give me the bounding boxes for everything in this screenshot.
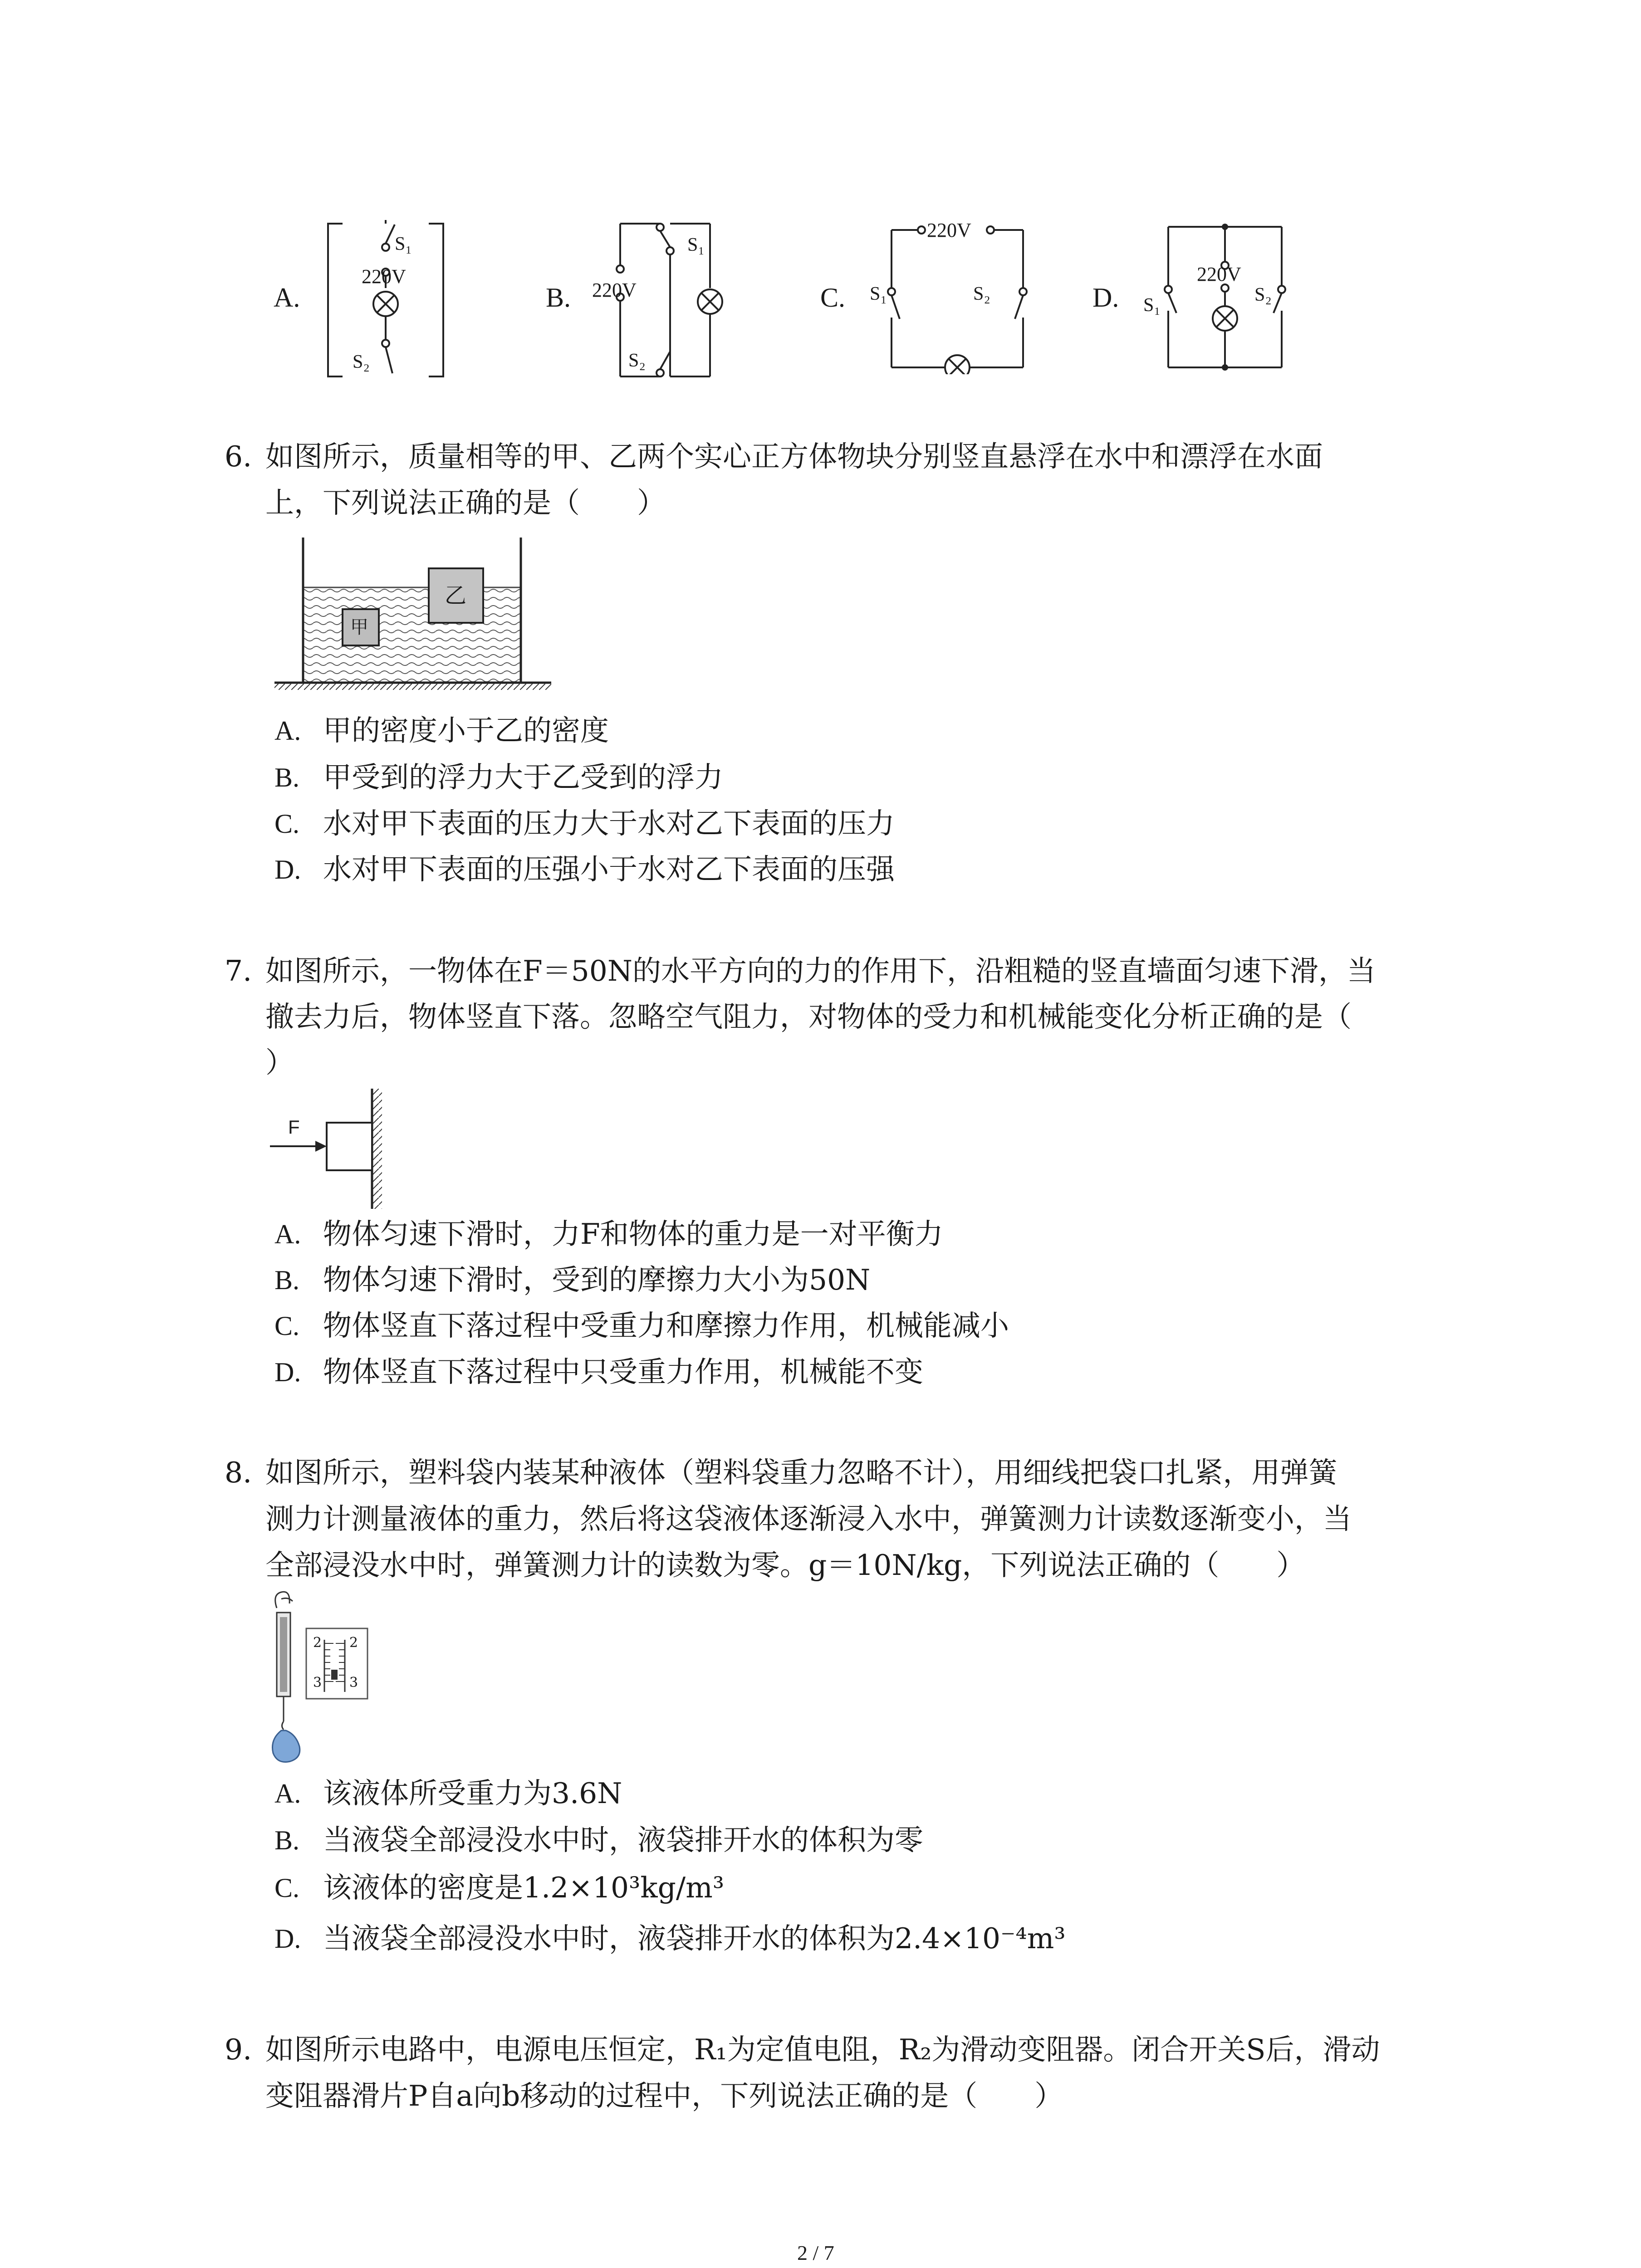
- q7-option-c-text: 物体竖直下落过程中受重力和摩擦力作用，机械能减小: [323, 1309, 1009, 1342]
- q5-a-220v-label: 220V: [362, 265, 406, 288]
- q8-stem-line1: 如图所示，塑料袋内装某种液体（塑料袋重力忽略不计），用细线把袋口扎紧，用弹簧: [265, 1456, 1337, 1489]
- q5-option-c-circuit: [870, 219, 1032, 374]
- q8-option-b-text: 当液袋全部浸没水中时，液袋排开水的体积为零: [323, 1823, 923, 1857]
- q8-option-c-letter: C.: [274, 1873, 300, 1903]
- q5-a-s2-label: S₂: [353, 352, 370, 372]
- q6-block-yi-label: 乙: [445, 583, 467, 608]
- q7-stem-line2: 撤去力后，物体竖直下落。忽略空气阻力，对物体的受力和机械能变化分析正确的是（: [265, 1000, 1352, 1033]
- q8-figure-spring-scale: [268, 1590, 377, 1767]
- q7-option-b-text: 物体匀速下滑时，受到的摩擦力大小为50N: [323, 1263, 871, 1296]
- q5-a-s1-label: S₁: [395, 234, 412, 254]
- q7-option-a-text: 物体匀速下滑时，力F和物体的重力是一对平衡力: [323, 1217, 943, 1251]
- q6-figure-water-tank: [272, 538, 554, 694]
- q8-scale-right-2: 2: [349, 1635, 358, 1651]
- q5-option-a-letter: A.: [274, 283, 300, 313]
- q7-option-c-letter: C.: [274, 1311, 300, 1341]
- q5-b-s2-label: S₂: [628, 350, 646, 371]
- q6-number: 6.: [225, 440, 252, 473]
- page-number: 2 / 7: [797, 2241, 834, 2264]
- q8-option-d-letter: D.: [274, 1924, 301, 1954]
- q7-option-a-letter: A.: [274, 1219, 301, 1249]
- q7-option-d-letter: D.: [274, 1357, 301, 1387]
- q6-option-d-letter: D.: [274, 855, 301, 885]
- q7-stem-line1: 如图所示，一物体在F＝50N的水平方向的力的作用下，沿粗糙的竖直墙面匀速下滑，当: [265, 954, 1376, 987]
- q8-option-c-text: 该液体的密度是1.2×10³kg/m³: [323, 1871, 725, 1904]
- q8-scale-right-3: 3: [349, 1675, 358, 1691]
- q9-stem-line1: 如图所示电路中，电源电压恒定，R₁为定值电阻，R₂为滑动变阻器。闭合开关S后，滑动: [265, 2033, 1380, 2066]
- q8-option-a-letter: A.: [274, 1779, 301, 1809]
- q8-stem-line3: 全部浸没水中时，弹簧测力计的读数为零。g＝10N/kg，下列说法正确的（ ）: [265, 1549, 1305, 1582]
- q5-c-220v-label: 220V: [927, 219, 971, 241]
- q5-b-220v-label: 220V: [592, 279, 637, 301]
- q7-option-d-text: 物体竖直下落过程中只受重力作用，机械能不变: [323, 1355, 923, 1388]
- q6-option-a-letter: A.: [274, 716, 301, 746]
- q9-number: 9.: [225, 2033, 252, 2066]
- q5-c-s2-label: S₂: [973, 284, 991, 304]
- q5-option-c-letter: C.: [820, 283, 846, 313]
- q7-stem-line3: ）: [265, 1046, 294, 1079]
- q5-option-b-circuit: [592, 220, 728, 381]
- q5-option-d-letter: D.: [1092, 283, 1119, 313]
- q6-stem-line1: 如图所示，质量相等的甲、乙两个实心正方体物块分别竖直悬浮在水中和漂浮在水面: [265, 440, 1323, 473]
- q8-scale-left-2: 2: [313, 1635, 322, 1651]
- q6-option-d-text: 水对甲下表面的压强小于水对乙下表面的压强: [323, 853, 895, 886]
- q6-option-b-letter: B.: [274, 763, 300, 792]
- q6-stem-line2: 上，下列说法正确的是（ ）: [265, 486, 666, 519]
- q5-option-b-letter: B.: [546, 283, 571, 313]
- q9-stem-line2: 变阻器滑片P自a向b移动的过程中，下列说法正确的是（ ）: [265, 2079, 1063, 2112]
- q7-figure-wall-block: [270, 1089, 406, 1211]
- q5-d-s2-label: S₂: [1254, 284, 1272, 305]
- q6-block-jia-label: 甲: [350, 617, 368, 638]
- q5-d-s1-label: S₁: [1143, 295, 1161, 316]
- q7-number: 7.: [225, 954, 252, 987]
- q6-option-c-text: 水对甲下表面的压力大于水对乙下表面的压力: [323, 807, 895, 840]
- q6-option-b-text: 甲受到的浮力大于乙受到的浮力: [323, 761, 723, 794]
- q7-force-label: F: [288, 1116, 300, 1138]
- q8-scale-left-3: 3: [313, 1675, 322, 1691]
- q5-d-220v-label: 220V: [1197, 263, 1241, 285]
- q7-option-b-letter: B.: [274, 1265, 300, 1295]
- q5-b-s1-label: S₁: [687, 235, 705, 255]
- q6-option-a-text: 甲的密度小于乙的密度: [323, 714, 609, 747]
- q8-stem-line2: 测力计测量液体的重力，然后将这袋液体逐渐浸入水中，弹簧测力计读数逐渐变小，当: [265, 1502, 1352, 1535]
- q8-option-b-letter: B.: [274, 1825, 300, 1855]
- q8-number: 8.: [225, 1456, 252, 1489]
- q6-option-c-letter: C.: [274, 809, 300, 839]
- q8-option-d-text: 当液袋全部浸没水中时，液袋排开水的体积为2.4×10⁻⁴m³: [323, 1922, 1066, 1955]
- q5-c-s1-label: S₁: [870, 284, 887, 304]
- q8-option-a-text: 该液体所受重力为3.6N: [323, 1777, 622, 1810]
- q5-option-d-circuit: [1143, 220, 1286, 374]
- q5-option-a-circuit: [324, 220, 447, 381]
